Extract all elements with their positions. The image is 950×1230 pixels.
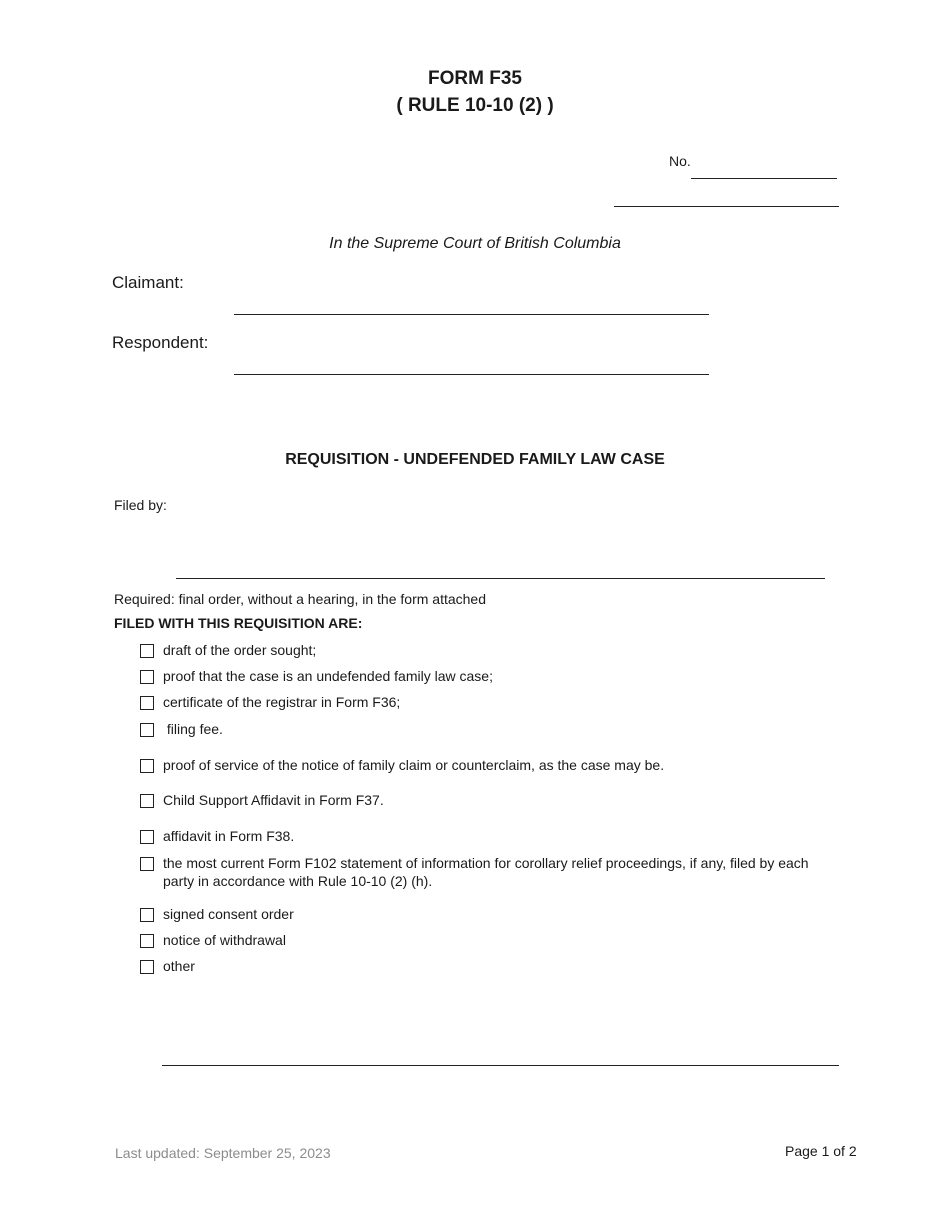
filed-with-heading: FILED WITH THIS REQUISITION ARE: (114, 615, 363, 631)
checkbox-other[interactable] (140, 960, 154, 974)
required-text: Required: final order, without a hearing, in the form attached (114, 591, 486, 607)
checkbox-proof-of-service[interactable] (140, 759, 154, 773)
checkbox-certificate-registrar[interactable] (140, 696, 154, 710)
claimant-label: Claimant: (112, 273, 184, 292)
checkbox-filing-fee[interactable] (140, 723, 154, 737)
court-name: In the Supreme Court of British Columbia (329, 235, 621, 252)
other-field[interactable] (162, 1065, 839, 1066)
respondent-field[interactable] (234, 374, 709, 375)
checkbox-draft-order[interactable] (140, 644, 154, 658)
item-child-support-affidavit: Child Support Affidavit in Form F37. (163, 792, 384, 808)
item-filing-fee: filing fee. (163, 721, 223, 737)
claimant-field[interactable] (234, 314, 709, 315)
page-number: Page 1 of 2 (785, 1143, 857, 1159)
item-affidavit-f38: affidavit in Form F38. (163, 828, 295, 844)
filed-by-field[interactable] (176, 578, 825, 579)
file-number-label: No. (669, 153, 691, 169)
checkbox-affidavit-f38[interactable] (140, 830, 154, 844)
last-updated: Last updated: September 25, 2023 (115, 1145, 331, 1161)
item-notice-of-withdrawal: notice of withdrawal (163, 932, 286, 948)
checkbox-notice-of-withdrawal[interactable] (140, 934, 154, 948)
item-certificate-registrar: certificate of the registrar in Form F36; (163, 694, 401, 710)
form-title: FORM F35 (428, 68, 522, 89)
item-form-f102: the most current Form F102 statement of information for corollary relief proceedings, if any, filed by each party in accordance with Rule 10-10 (2) (h). (163, 855, 809, 889)
checkbox-form-f102[interactable] (140, 857, 154, 871)
file-number-field[interactable] (691, 178, 837, 179)
checkbox-child-support-affidavit[interactable] (140, 794, 154, 808)
item-signed-consent-order: signed consent order (163, 906, 294, 922)
item-other: other (163, 958, 195, 974)
filed-by-label: Filed by: (114, 497, 167, 513)
item-proof-of-service: proof of service of the notice of family claim or counterclaim, as the case may be. (163, 757, 665, 773)
checkbox-signed-consent-order[interactable] (140, 908, 154, 922)
requisition-heading: REQUISITION - UNDEFENDED FAMILY LAW CASE (285, 451, 665, 468)
item-proof-undefended: proof that the case is an undefended family law case; (163, 668, 493, 684)
form-rule: ( RULE 10-10 (2) ) (396, 95, 554, 116)
checkbox-proof-undefended[interactable] (140, 670, 154, 684)
respondent-label: Respondent: (112, 333, 209, 352)
registry-field[interactable] (614, 206, 839, 207)
item-draft-order: draft of the order sought; (163, 642, 317, 658)
